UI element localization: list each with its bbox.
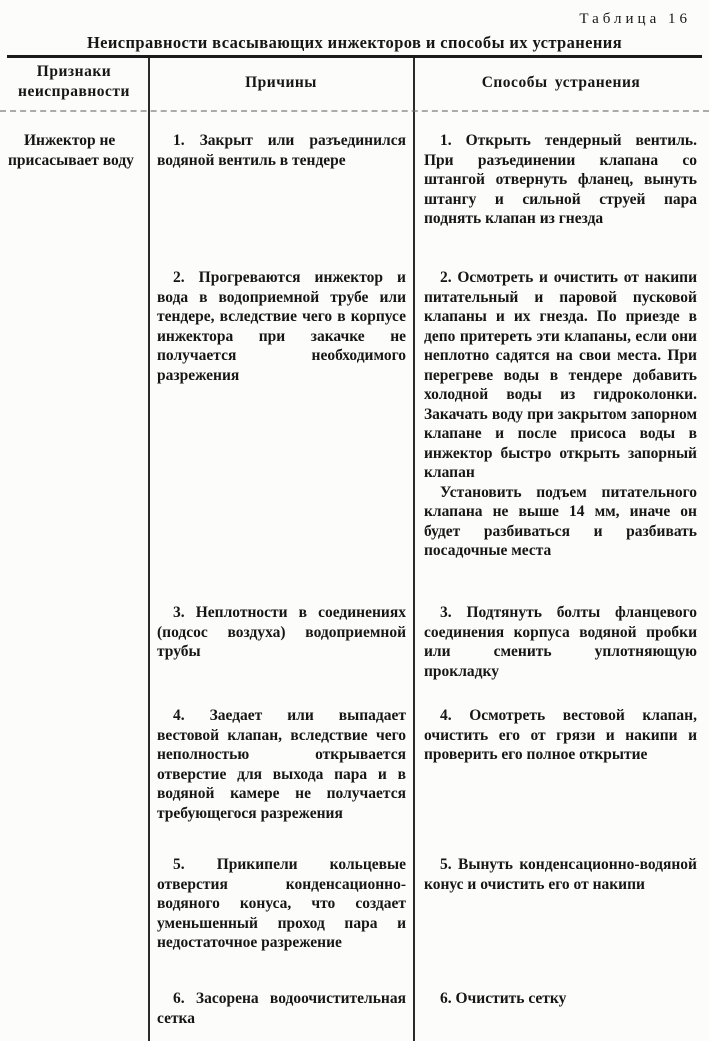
column-header-symptoms: Признаки неисправности — [18, 63, 130, 100]
remedy-text-3: 3. Подтянуть болты фланцевого соединения корпуса водяной пробки или сменить уплотняющую прокладку — [424, 604, 697, 680]
remedy-text-2a: 2. Осмотреть и очистить от накипи питательный и паровой пусковой клапаны и их гнезда. По приезде в депо притереть эти клапаны, если они неплотно садятся на свои места. При перегреве воды в тендере добавить холодной воды из гидроколонки. Закачать воду при закрытом запорном клапане и после присоса воды в инжектор быстро открыть запорный клапан — [424, 269, 697, 481]
column-divider-1 — [148, 58, 150, 1041]
cause-cell-2 — [157, 268, 406, 385]
column-divider-2 — [413, 58, 415, 1041]
remedy-text-4: 4. Осмотреть вестовой клапан, очистить его от грязи и накипи и проверить его полное открытие — [424, 707, 697, 763]
title-rule — [7, 55, 702, 58]
column-header-causes: Причины — [245, 74, 317, 91]
cause-cell-3 — [157, 603, 406, 662]
remedy-cell-1 — [424, 131, 697, 229]
remedy-cell-2 — [424, 268, 697, 561]
remedy-text-2b: Установить подъем питательного клапана не выше 14 мм, иначе он будет разбиваться и разбивать посадочные места — [424, 483, 697, 559]
cause-cell-4 — [157, 706, 406, 823]
remedy-text-1: 1. Открыть тендерный вентиль. При разъединении клапана со штангой отвернуть фланец, вынуть штангу и сильной струей пара поднять клапан из гнезда — [424, 132, 697, 227]
cause-cell-5 — [157, 855, 406, 953]
remedy-text-5: 5. Вынуть конденсационно-водяной конус и очистить его от накипи — [424, 856, 697, 893]
symptom-text: Инжектор не присасывает воду — [8, 132, 134, 169]
table-number-label: Таблица 16 — [579, 11, 691, 27]
header-underline — [0, 110, 709, 112]
cause-cell-1 — [157, 131, 406, 170]
page-title: Неисправности всасывающих инжекторов и способы их устранения — [86, 33, 623, 52]
remedy-text-6: 6. Очистить сетку — [440, 990, 567, 1007]
symptom-cell — [8, 131, 142, 170]
cause-text-1: 1. Закрыт или разъединился водяной вентиль в тендере — [157, 132, 406, 169]
cause-text-6: 6. Засорена водоочистительная сетка — [157, 990, 406, 1027]
cause-text-5: 5. Прикипели кольцевые отверстия конденсационно-водяного конуса, что создает уменьшенный проход пара и недостаточное разрежение — [157, 856, 406, 951]
cause-text-4: 4. Заедает или выпадает вестовой клапан, вследствие чего неполностью открывается отверстие для выхода пара и в водяной камере не получается требующегося разрежения — [157, 707, 406, 822]
column-header-remedies: Способы устранения — [481, 74, 641, 91]
remedy-cell-6 — [424, 989, 697, 1009]
remedy-cell-4 — [424, 706, 697, 765]
cause-text-3: 3. Неплотности в соединениях (подсос воздуха) водоприемной трубы — [157, 604, 406, 660]
remedy-cell-3 — [424, 603, 697, 681]
remedy-cell-5 — [424, 855, 697, 894]
cause-cell-6 — [157, 989, 406, 1028]
cause-text-2: 2. Прогреваются инжектор и вода в водоприемной трубе или тендере, вследствие чего в корпусе инжектора при закачке не получается необходимого разрежения — [157, 269, 406, 384]
